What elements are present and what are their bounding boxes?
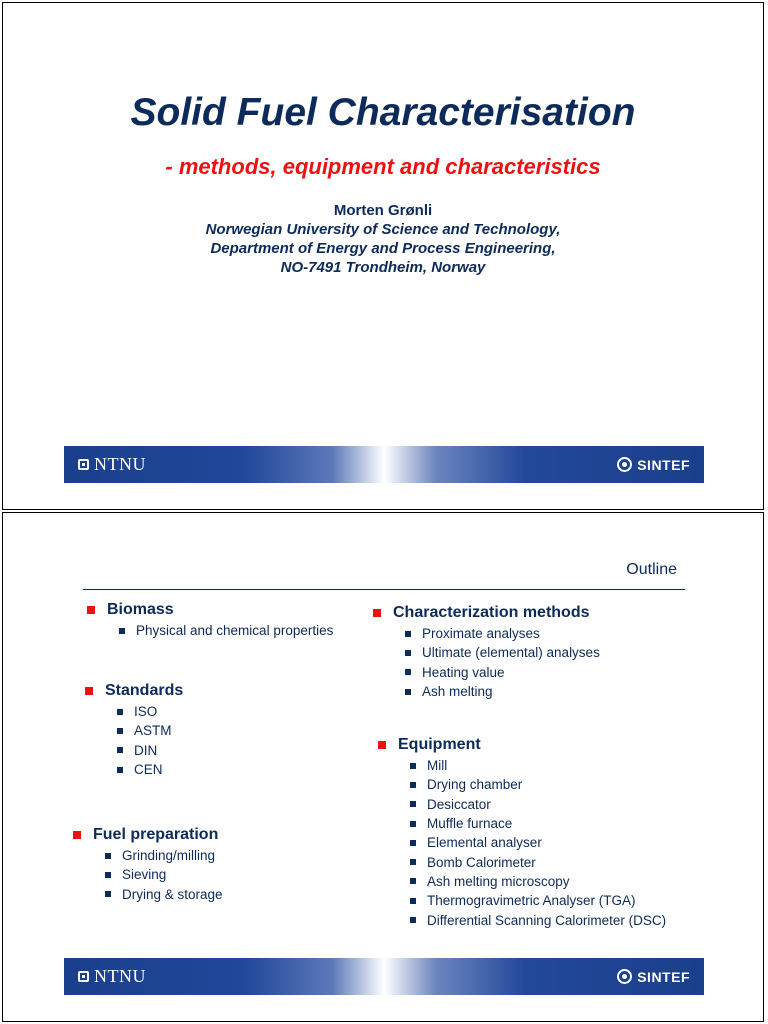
section-characterization-methods [373,602,600,701]
affiliation-line: Department of Energy and Process Engineering, [210,240,556,257]
red-bullet-icon [73,831,81,839]
section-title: Biomass [107,601,174,618]
list-item: Ash melting [405,682,600,701]
section-fuel-preparation [73,824,223,904]
bullet-icon [410,821,416,827]
list-item: ISO [117,702,183,721]
ntnu-logo-icon [78,459,89,470]
list-item: Grinding/milling [105,846,223,865]
list-item: Differential Scanning Calorimeter (DSC) [410,910,666,929]
heading-rule [83,589,685,590]
ntnu-logo-icon [78,971,89,982]
list-item: ASTM [117,721,183,740]
bullet-icon [117,728,123,734]
sintef-logo-text: SINTEF [637,968,690,985]
outline-heading: Outline [626,561,677,578]
list-item: Desiccator [410,795,666,814]
author-name: Morten Grønli [333,202,433,219]
section-title: Equipment [398,736,481,753]
list-item: Ash melting microscopy [410,872,666,891]
list-item: CEN [117,760,183,779]
affiliation-line: NO-7491 Trondheim, Norway [280,259,486,276]
bullet-icon [410,840,416,846]
bullet-icon [410,898,416,904]
list-item: Elemental analyser [410,833,666,852]
list-item: Mill [410,756,666,775]
red-bullet-icon [85,687,93,695]
section-title: Characterization methods [393,604,590,621]
bullet-icon [105,872,111,878]
slide-title: Solid Fuel Characterisation [130,91,636,134]
bullet-icon [117,767,123,773]
bullet-icon [405,669,411,675]
bullet-icon [410,763,416,769]
sintef-logo-text: SINTEF [637,456,690,473]
list-item: Bomb Calorimeter [410,852,666,871]
outline-slide [2,512,764,1022]
list-item: Ultimate (elemental) analyses [405,643,600,662]
section-title: Fuel preparation [93,826,219,843]
sintef-logo-icon [617,457,632,472]
footer-band [64,958,704,995]
section-biomass [87,599,333,640]
ntnu-logo [78,966,146,987]
slide-subtitle: - methods, equipment and characteristics [165,154,601,179]
bullet-icon [405,689,411,695]
bullet-icon [410,917,416,923]
bullet-icon [117,709,123,715]
list-item: Heating value [405,663,600,682]
red-bullet-icon [378,741,386,749]
list-item: Thermogravimetric Analyser (TGA) [410,891,666,910]
sintef-logo [617,966,690,987]
red-bullet-icon [373,609,381,617]
section-title: Standards [105,682,184,699]
section-equipment [378,734,666,930]
bullet-icon [105,853,111,859]
bullet-icon [405,650,411,656]
sintef-logo [617,454,690,475]
bullet-icon [405,631,411,637]
list-item: Sieving [105,865,223,884]
section-standards [85,680,183,779]
bullet-icon [119,628,125,634]
ntnu-logo [78,454,146,475]
sintef-logo-icon [617,969,632,984]
ntnu-logo-text: NTNU [94,454,146,474]
list-item: Physical and chemical properties [119,621,333,640]
affiliation-line: Norwegian University of Science and Technology, [205,221,561,238]
list-item: Muffle furnace [410,814,666,833]
bullet-icon [410,859,416,865]
ntnu-logo-text: NTNU [94,966,146,986]
list-item: Proximate analyses [405,624,600,643]
bullet-icon [410,782,416,788]
list-item: Drying chamber [410,775,666,794]
bullet-icon [105,891,111,897]
bullet-icon [117,747,123,753]
red-bullet-icon [87,606,95,614]
bullet-icon [410,878,416,884]
footer-band [64,446,704,483]
list-item: DIN [117,741,183,760]
list-item: Drying & storage [105,885,223,904]
bullet-icon [410,801,416,807]
title-slide [2,2,764,510]
